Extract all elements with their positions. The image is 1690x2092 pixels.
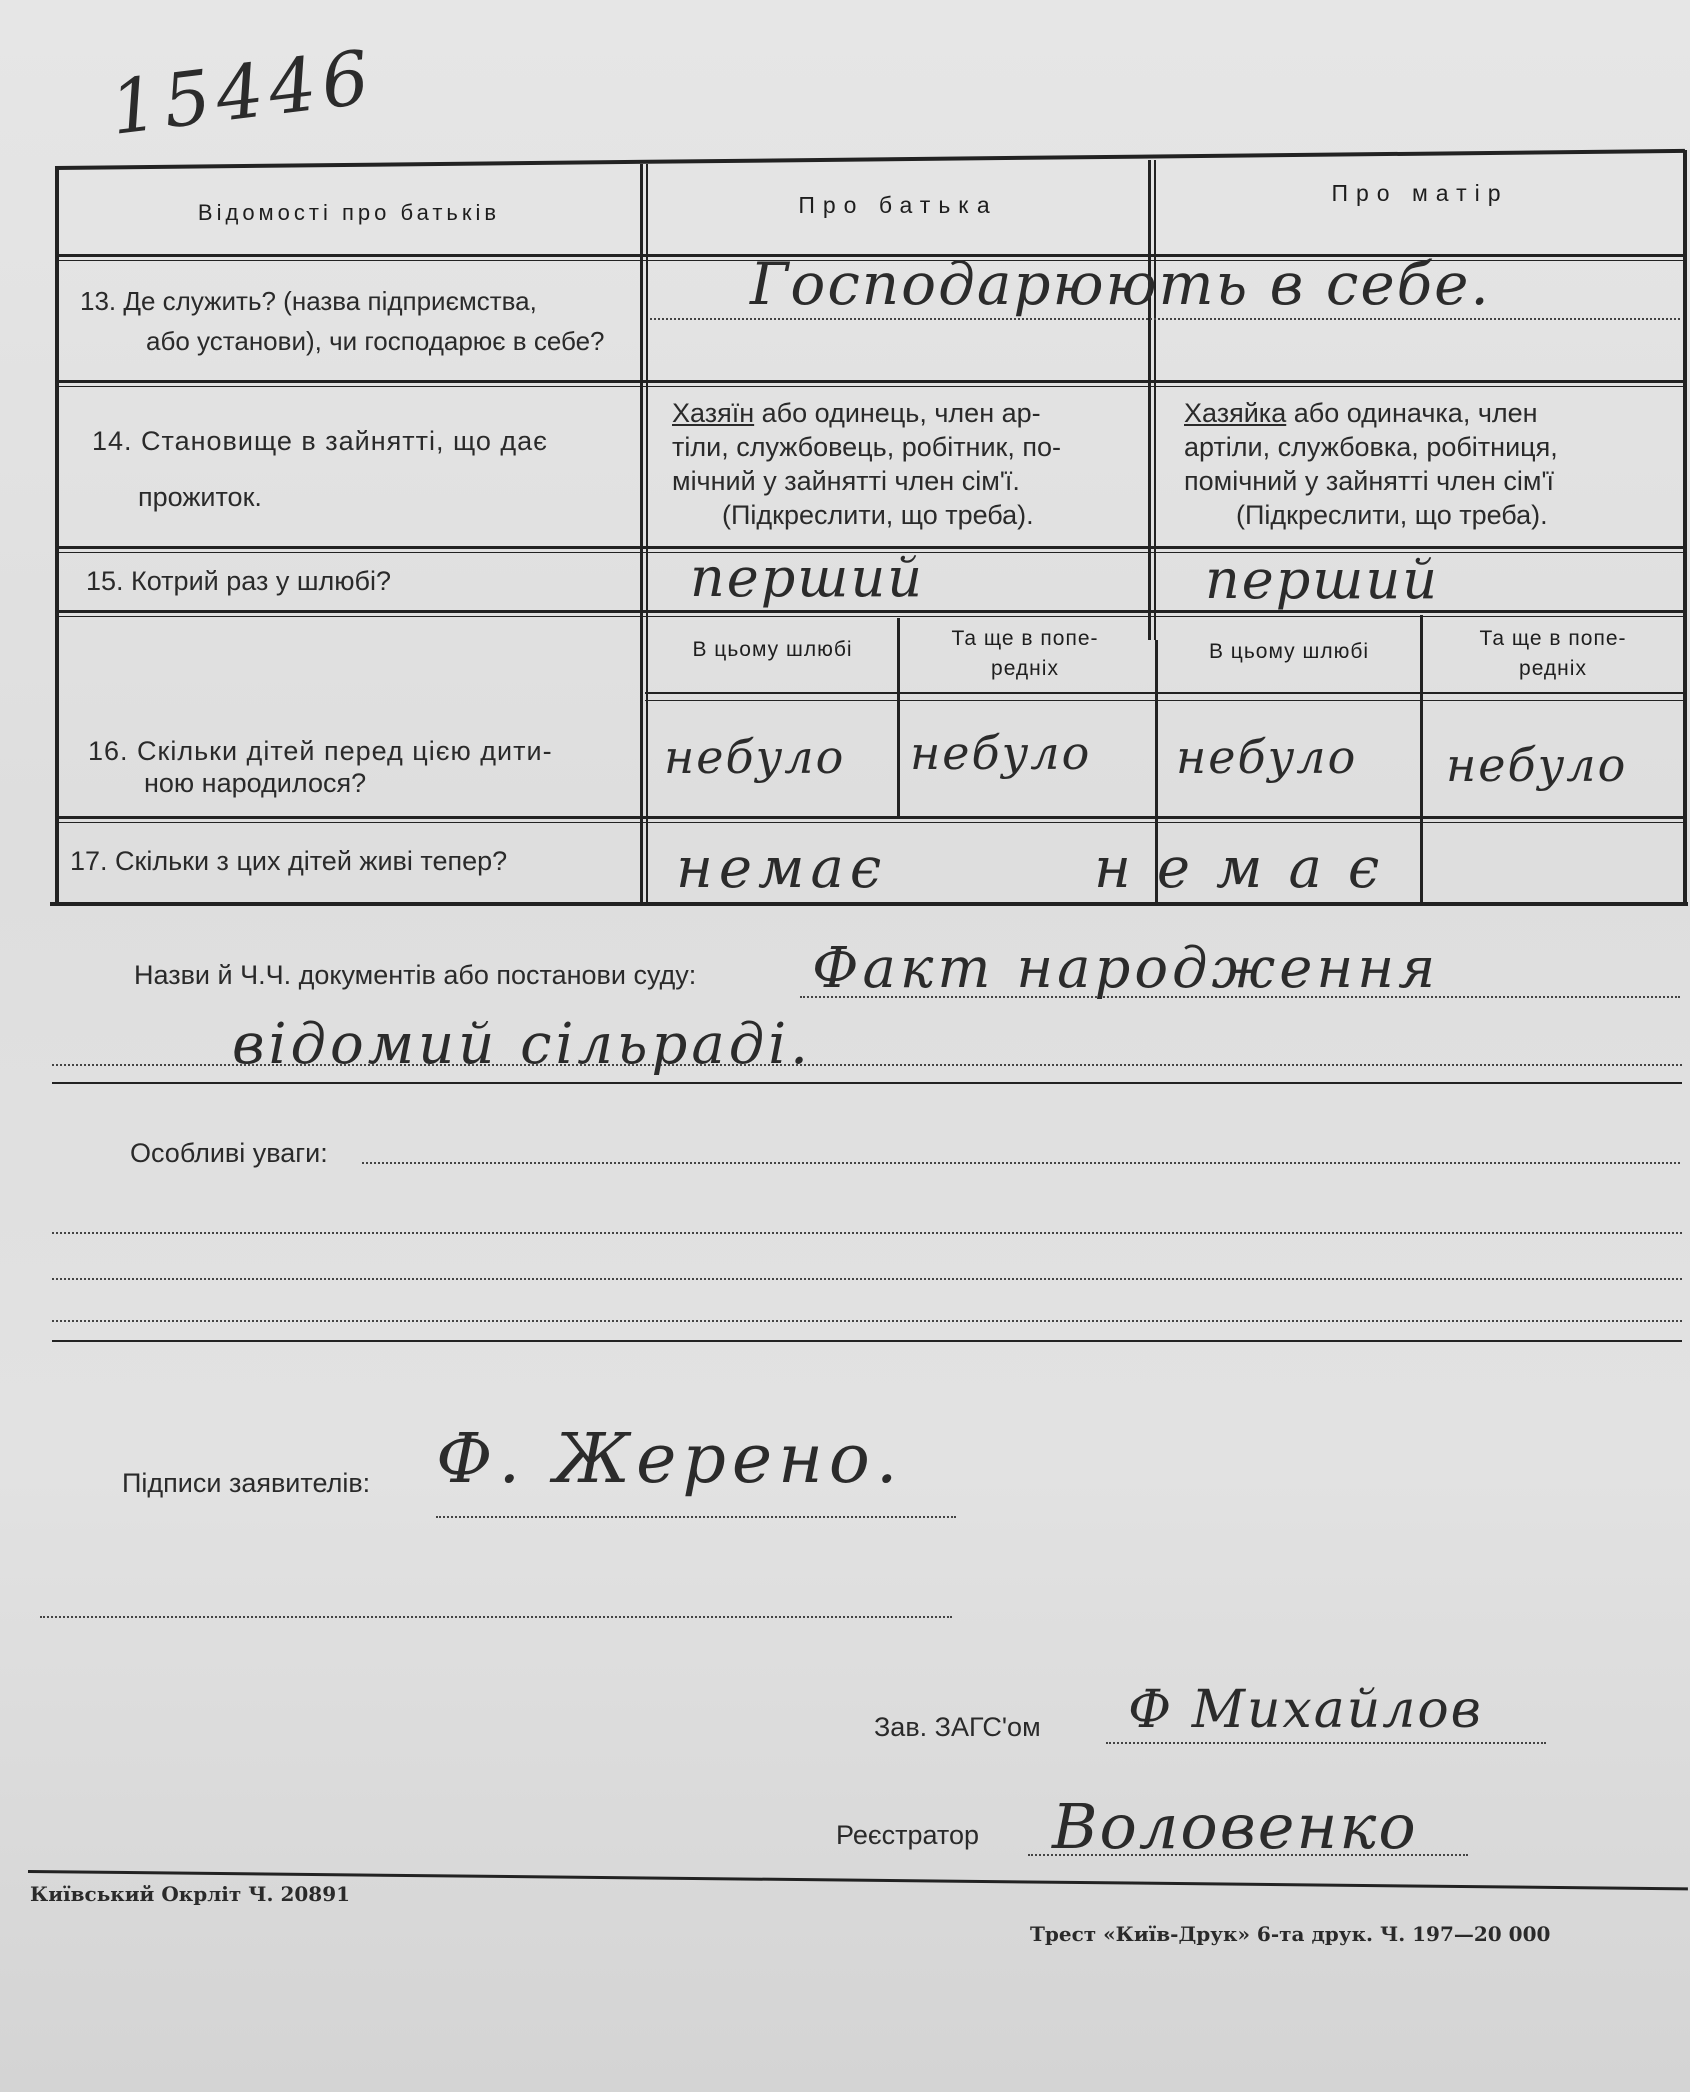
registrar-signature: Воловенко bbox=[1052, 1790, 1418, 1863]
row14-father-underlined: Хазяїн bbox=[672, 398, 755, 428]
signatures-label: Підписи заявителів: bbox=[122, 1468, 371, 1498]
row16-father-prev: небуло bbox=[910, 726, 1092, 780]
row13-label-2: або установи), чи господарює в себе? bbox=[146, 326, 605, 356]
row14-father-text: Хазяїн або одинець, член ар- тіли, службовець, робітник, по- мічний у зайнятті член сім'ї. (Підкреслити, що треба). bbox=[672, 398, 1061, 530]
documents-value-2: відомий сільраді. bbox=[232, 1012, 812, 1077]
header-father: Про батька bbox=[798, 192, 998, 218]
zags-label: Зав. ЗАГС'ом bbox=[874, 1712, 1041, 1742]
footer-left: Київський Окрліт Ч. 20891 bbox=[30, 1882, 351, 1906]
row14-label-2: прожиток. bbox=[138, 482, 262, 512]
row16-sub-this-mother: В цьому шлюбі bbox=[1208, 640, 1370, 663]
zags-signature: Ф Михайлов bbox=[1128, 1680, 1483, 1740]
row13-answer: Господарюють в себе. bbox=[750, 250, 1491, 318]
registrar-label: Реєстратор bbox=[836, 1820, 980, 1850]
archive-number: 15446 bbox=[105, 34, 380, 152]
row16-sub-this-father: В цьому шлюбі bbox=[692, 638, 853, 661]
header-mother: Про матір bbox=[1331, 180, 1509, 206]
row17-mother: немає bbox=[1094, 836, 1406, 901]
row14-mother-underlined: Хазяйка bbox=[1184, 398, 1287, 428]
row16-label-1: 16. Скільки дітей перед цією дити- bbox=[88, 736, 553, 766]
remarks-label: Особливі уваги: bbox=[130, 1138, 328, 1168]
documents-label: Назви й Ч.Ч. документів або постанови суду: bbox=[134, 960, 697, 990]
row15-label: 15. Котрий раз у шлюбі? bbox=[86, 566, 391, 596]
row16-label-2: ною народилося? bbox=[144, 768, 367, 798]
row16-father-this: небуло bbox=[664, 730, 846, 784]
documents-value-1: Факт народження bbox=[812, 936, 1440, 1001]
row17-label: 17. Скільки з цих дітей живі тепер? bbox=[70, 846, 508, 876]
footer-right: Трест «Київ-Друк» 6-та друк. Ч. 197—20 000 bbox=[1030, 1922, 1551, 1946]
row13-label-1: 13. Де служить? (назва підприємства, bbox=[80, 286, 537, 316]
row14-label-1: 14. Становище в зайнятті, що дає bbox=[92, 426, 548, 456]
row16-sub-prev-father: Та ще в попе- редніх bbox=[951, 627, 1099, 680]
header-parents-info: Відомості про батьків bbox=[197, 200, 501, 225]
row14-mother-text: Хазяйка або одиначка, член артіли, службовка, робітниця, помічний у зайнятті член сім'ї (Підкреслити, що треба). bbox=[1184, 398, 1558, 530]
row15-father: перший bbox=[690, 546, 925, 609]
row17-father: немає bbox=[676, 836, 888, 901]
signatures-value: Ф. Жерено. bbox=[436, 1420, 904, 1499]
row16-mother-this: небуло bbox=[1176, 730, 1358, 784]
row16-sub-prev-mother: Та ще в попе- редніх bbox=[1479, 627, 1627, 680]
row15-mother: перший bbox=[1205, 548, 1440, 611]
row16-mother-prev: небуло bbox=[1446, 738, 1628, 792]
